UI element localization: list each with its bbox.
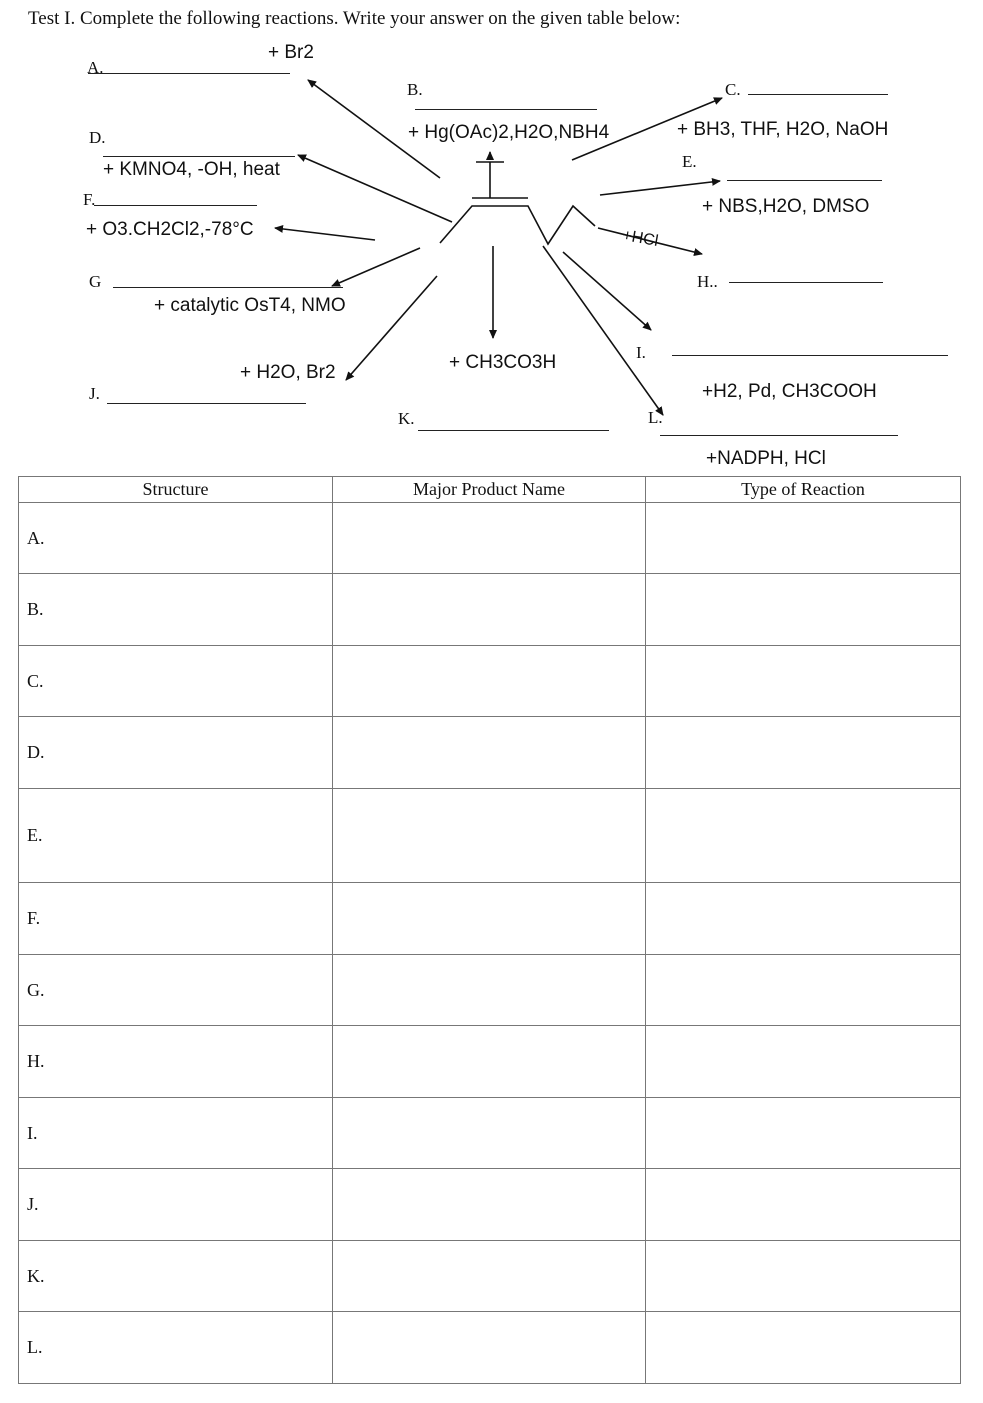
table-row bbox=[19, 1241, 961, 1312]
table-row bbox=[19, 1312, 961, 1384]
arrow-l bbox=[543, 246, 663, 415]
structure-cell-k[interactable]: K. bbox=[19, 1241, 333, 1312]
table-row bbox=[19, 789, 961, 883]
product-name-cell-h[interactable] bbox=[333, 1026, 646, 1098]
blank-b[interactable] bbox=[415, 109, 597, 110]
structure-cell-l[interactable]: L. bbox=[19, 1312, 333, 1384]
product-name-cell-d[interactable] bbox=[333, 717, 646, 789]
structure-cell-b[interactable]: B. bbox=[19, 574, 333, 646]
structure-cell-h[interactable]: H. bbox=[19, 1026, 333, 1098]
product-name-cell-e[interactable] bbox=[333, 789, 646, 883]
label-j: J. bbox=[89, 384, 100, 403]
arrow-i bbox=[563, 252, 651, 330]
reaction-type-cell-i[interactable] bbox=[646, 1098, 961, 1169]
reagent-g: + catalytic OsT4, NMO bbox=[154, 295, 346, 316]
page-title: Test I. Complete the following reactions. Write your answer on the given table below: bbox=[28, 8, 681, 29]
molecule-skeleton bbox=[440, 206, 595, 244]
label-a: A. bbox=[87, 58, 104, 77]
label-i: I. bbox=[636, 343, 646, 362]
structure-cell-c[interactable]: C. bbox=[19, 646, 333, 717]
reaction-type-cell-j[interactable] bbox=[646, 1169, 961, 1241]
product-name-cell-k[interactable] bbox=[333, 1241, 646, 1312]
structure-cell-g[interactable]: G. bbox=[19, 955, 333, 1026]
blank-l[interactable] bbox=[660, 435, 898, 436]
reagent-e: + NBS,H2O, DMSO bbox=[702, 196, 870, 217]
product-name-cell-a[interactable] bbox=[333, 503, 646, 574]
product-name-cell-b[interactable] bbox=[333, 574, 646, 646]
structure-cell-j[interactable]: J. bbox=[19, 1169, 333, 1241]
structure-cell-e[interactable]: E. bbox=[19, 789, 333, 883]
blank-k[interactable] bbox=[418, 430, 609, 431]
arrow-d bbox=[298, 155, 452, 222]
reagent-l: +NADPH, HCl bbox=[706, 448, 826, 469]
table-row bbox=[19, 955, 961, 1026]
blank-j[interactable] bbox=[107, 403, 306, 404]
blank-c[interactable] bbox=[748, 94, 888, 95]
blank-a[interactable] bbox=[88, 73, 290, 74]
arrow-g bbox=[332, 248, 420, 286]
table-row bbox=[19, 1098, 961, 1169]
label-e: E. bbox=[682, 152, 697, 171]
reagent-b: + Hg(OAc)2,H2O,NBH4 bbox=[408, 122, 610, 143]
product-name-cell-l[interactable] bbox=[333, 1312, 646, 1384]
header-type-of-reaction: Type of Reaction bbox=[646, 477, 961, 503]
table-row bbox=[19, 883, 961, 955]
blank-d[interactable] bbox=[103, 156, 295, 157]
reagent-k: + CH3CO3H bbox=[449, 352, 557, 373]
header-structure: Structure bbox=[19, 477, 333, 503]
structure-cell-d[interactable]: D. bbox=[19, 717, 333, 789]
table-row bbox=[19, 503, 961, 574]
reaction-type-cell-d[interactable] bbox=[646, 717, 961, 789]
reagent-d: + KMNO4, -OH, heat bbox=[103, 159, 280, 180]
reaction-type-cell-g[interactable] bbox=[646, 955, 961, 1026]
table-row bbox=[19, 1169, 961, 1241]
label-k: K. bbox=[398, 409, 415, 428]
structure-cell-a[interactable]: A. bbox=[19, 503, 333, 574]
arrow-e bbox=[600, 181, 720, 195]
product-name-cell-f[interactable] bbox=[333, 883, 646, 955]
label-b: B. bbox=[407, 80, 423, 99]
reagent-j: + H2O, Br2 bbox=[240, 362, 336, 383]
table-row bbox=[19, 717, 961, 789]
reagent-a: + Br2 bbox=[268, 42, 314, 63]
answer-table bbox=[18, 476, 961, 1384]
blank-h[interactable] bbox=[729, 282, 883, 283]
product-name-cell-i[interactable] bbox=[333, 1098, 646, 1169]
label-c: C. bbox=[725, 80, 741, 99]
product-name-cell-c[interactable] bbox=[333, 646, 646, 717]
reagent-h: +HCl bbox=[621, 227, 660, 250]
table-header-row bbox=[19, 477, 961, 503]
label-d: D. bbox=[89, 128, 106, 147]
blank-g[interactable] bbox=[113, 287, 343, 288]
table-row bbox=[19, 1026, 961, 1098]
arrow-f bbox=[275, 228, 375, 240]
table-row bbox=[19, 646, 961, 717]
reaction-type-cell-k[interactable] bbox=[646, 1241, 961, 1312]
reaction-type-cell-h[interactable] bbox=[646, 1026, 961, 1098]
blank-i[interactable] bbox=[672, 355, 948, 356]
reaction-type-cell-e[interactable] bbox=[646, 789, 961, 883]
reaction-type-cell-l[interactable] bbox=[646, 1312, 961, 1384]
reagent-c: + BH3, THF, H2O, NaOH bbox=[677, 119, 889, 140]
label-h: H.. bbox=[697, 272, 718, 291]
label-f: F. bbox=[83, 190, 96, 209]
reaction-type-cell-b[interactable] bbox=[646, 574, 961, 646]
reaction-type-cell-c[interactable] bbox=[646, 646, 961, 717]
header-major-product-name: Major Product Name bbox=[333, 477, 646, 503]
table-row bbox=[19, 574, 961, 646]
reagent-i: +H2, Pd, CH3COOH bbox=[702, 381, 877, 402]
product-name-cell-g[interactable] bbox=[333, 955, 646, 1026]
product-name-cell-j[interactable] bbox=[333, 1169, 646, 1241]
reaction-type-cell-f[interactable] bbox=[646, 883, 961, 955]
structure-cell-i[interactable]: I. bbox=[19, 1098, 333, 1169]
reaction-type-cell-a[interactable] bbox=[646, 503, 961, 574]
blank-e[interactable] bbox=[727, 180, 882, 181]
blank-f[interactable] bbox=[94, 205, 257, 206]
reagent-f: + O3.CH2Cl2,-78°C bbox=[86, 219, 254, 240]
label-g: G bbox=[89, 272, 102, 291]
structure-cell-f[interactable]: F. bbox=[19, 883, 333, 955]
label-l: L. bbox=[648, 408, 663, 427]
arrow-j bbox=[346, 276, 437, 380]
